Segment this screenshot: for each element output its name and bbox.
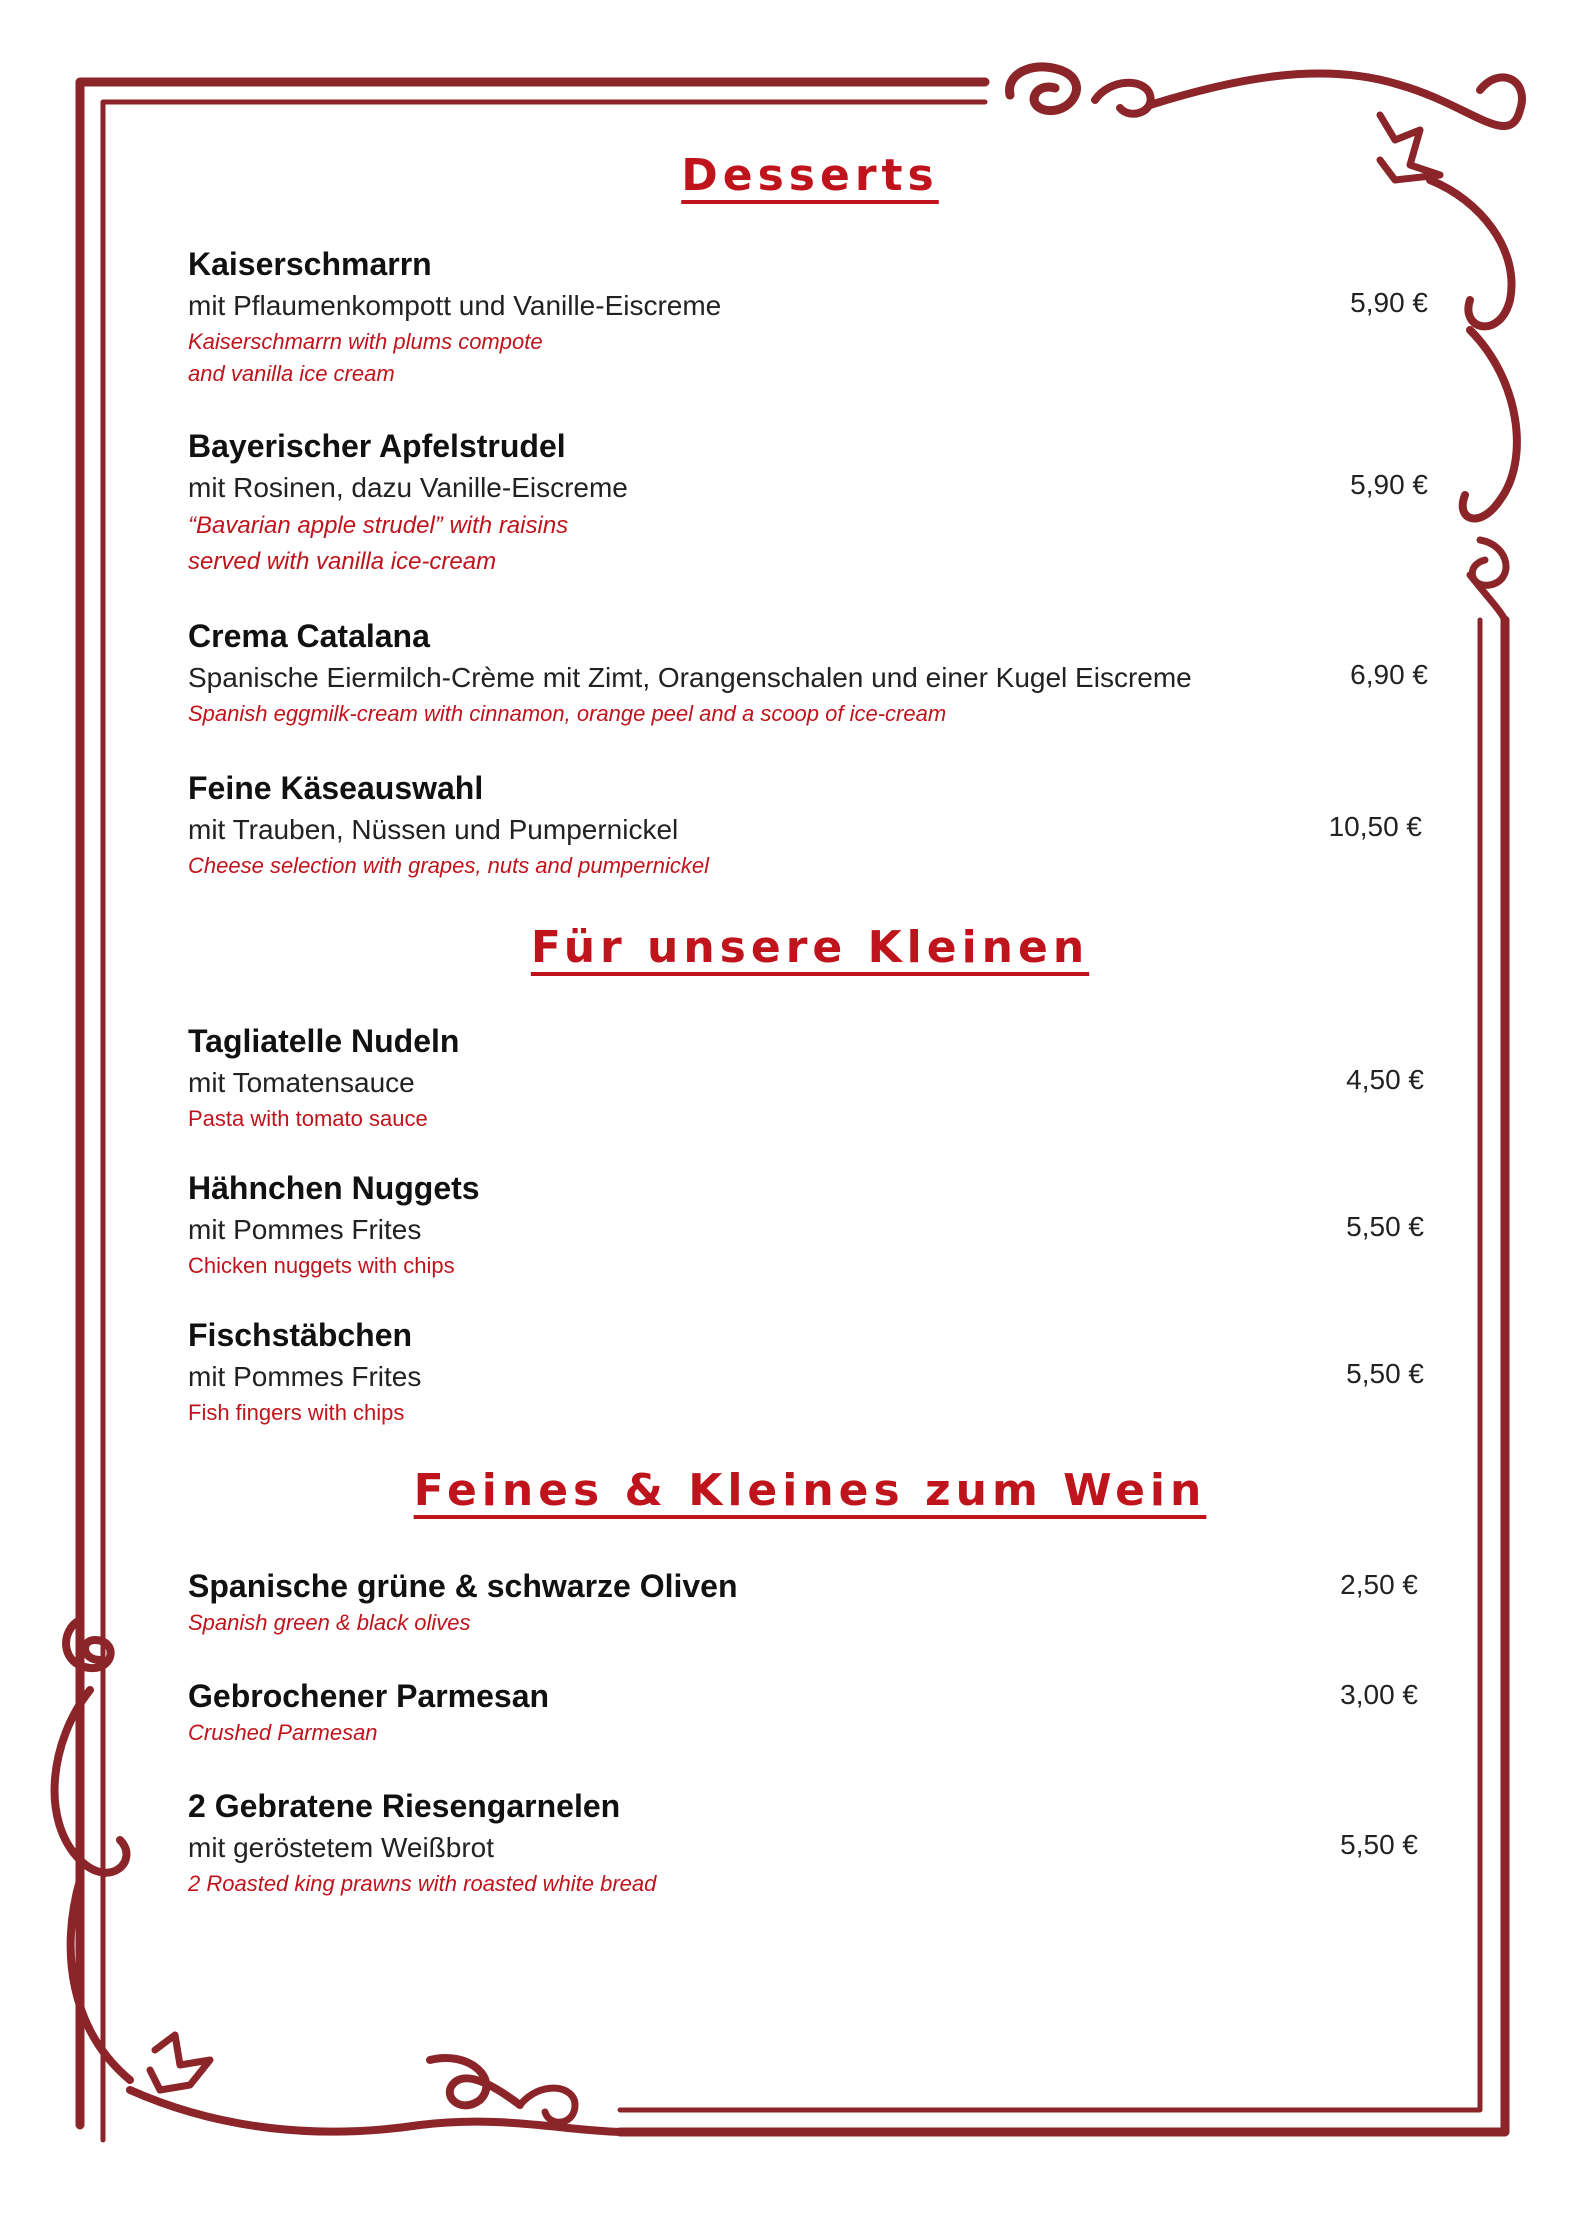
item-name: Bayerischer Apfelstrudel <box>188 428 566 464</box>
item-price: 5,90 € <box>1350 469 1428 500</box>
item-translation: Spanish green & black olives <box>188 1610 471 1635</box>
item-translation: “Bavarian apple strudel” with raisins served with vanilla ice-cream <box>188 512 569 575</box>
menu-item <box>188 1565 1428 1639</box>
item-description: mit geröstetem Weißbrot <box>188 1832 495 1863</box>
menu-item <box>188 425 1428 580</box>
item-description: mit Rosinen, dazu Vanille-Eiscreme <box>188 472 628 503</box>
section-title-kleinen: Für unsere Kleinen <box>530 922 1090 973</box>
item-name: Spanische grüne & schwarze Oliven <box>188 1568 738 1604</box>
item-name: Gebrochener Parmesan <box>188 1678 550 1714</box>
item-translation: 2 Roasted king prawns with roasted white bread <box>188 1871 657 1896</box>
item-name: Crema Catalana <box>188 618 430 654</box>
item-price: 6,90 € <box>1350 659 1428 690</box>
menu-item <box>188 1167 1428 1282</box>
menu-item <box>188 1020 1428 1135</box>
item-price: 2,50 € <box>1340 1569 1418 1600</box>
item-description: Spanische Eiermilch-Crème mit Zimt, Orangenschalen und einer Kugel Eiscreme <box>188 662 1192 693</box>
item-price: 5,50 € <box>1346 1211 1424 1242</box>
item-name: Feine Käseauswahl <box>188 770 484 806</box>
menu-item <box>188 1314 1428 1429</box>
menu-item <box>188 767 1428 882</box>
item-price: 5,50 € <box>1340 1829 1418 1860</box>
item-price: 5,90 € <box>1350 287 1428 318</box>
item-translation: Spanish eggmilk-cream with cinnamon, orange peel and a scoop of ice-cream <box>188 701 947 726</box>
item-name: Fischstäbchen <box>188 1317 413 1353</box>
item-price: 4,50 € <box>1346 1064 1424 1095</box>
item-translation: Chicken nuggets with chips <box>188 1253 455 1278</box>
item-price: 5,50 € <box>1346 1358 1424 1389</box>
menu-item <box>188 243 1428 390</box>
item-price: 3,00 € <box>1340 1679 1418 1710</box>
menu-item <box>188 615 1428 730</box>
item-description: mit Trauben, Nüssen und Pumpernickel <box>188 814 679 845</box>
item-name: 2 Gebratene Riesengarnelen <box>188 1788 621 1824</box>
item-description: mit Pflaumenkompott und Vanille-Eiscreme <box>188 290 722 321</box>
item-price: 10,50 € <box>1328 811 1422 842</box>
item-name: Tagliatelle Nudeln <box>188 1023 460 1059</box>
item-description: mit Tomatensauce <box>188 1067 415 1098</box>
item-description: mit Pommes Frites <box>188 1361 422 1392</box>
section-title-wein: Feines & Kleines zum Wein <box>413 1465 1207 1516</box>
item-translation: Pasta with tomato sauce <box>188 1106 428 1131</box>
item-description: mit Pommes Frites <box>188 1214 422 1245</box>
menu-item <box>188 1785 1428 1900</box>
item-name: Hähnchen Nuggets <box>188 1170 480 1206</box>
section-title-desserts: Desserts <box>681 150 939 201</box>
item-translation: Kaiserschmarrn with plums compote and vanilla ice cream <box>188 329 543 386</box>
item-translation: Crushed Parmesan <box>188 1720 378 1745</box>
item-name: Kaiserschmarrn <box>188 246 432 282</box>
menu-item <box>188 1675 1428 1749</box>
item-translation: Cheese selection with grapes, nuts and pumpernickel <box>188 853 709 878</box>
item-translation: Fish fingers with chips <box>188 1400 405 1425</box>
